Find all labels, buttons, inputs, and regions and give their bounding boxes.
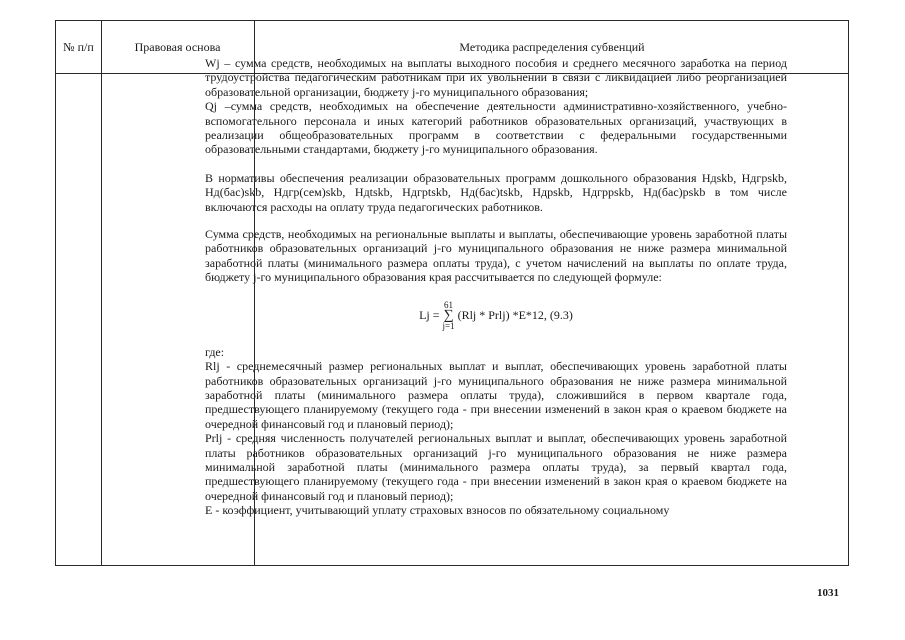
paragraph-e: E - коэффициент, учитывающий уплату страховых взносов по обязательному социальному xyxy=(205,503,670,518)
paragraph-wj: Wj – сумма средств, необходимых на выплаты выходного пособия и среднего месячного заработка на период трудоустройства педагогическим работникам при их увольнении в связи с ликвидацией либо реорганизацией образовательной организации, бюджету j-го муниципального образования; xyxy=(205,56,787,99)
header-methodology: Методика распределения субвенций xyxy=(459,39,645,54)
sigma-symbol: ∑ xyxy=(443,307,454,323)
paragraph-qj: Qj –сумма средств, необходимых на обеспечение деятельности административно-хозяйственного, учебно-вспомогательного персонала и иных категорий работников образовательных организаций, участвующих в реализации общеобразовательных программ в соответствии с федеральными государственными образовательными стандартами, бюджету j-го муниципального образования. xyxy=(205,99,787,157)
methodology-text xyxy=(205,56,787,518)
paragraph-norms: В нормативы обеспечения реализации образовательных программ дошкольного образования Ндskb, Ндгрskb, Нд(бас)skb, Ндгр(сем)skb, Ндtskb, Ндгрtskb, Нд(бас)tskb, Ндpskb, Ндгрpskb, Нд(бас)pskb в том числе включаются расходы на оплату труда педагогических работников. xyxy=(205,170,787,214)
sum-operator xyxy=(443,301,455,331)
sum-lower-limit: j=1 xyxy=(442,320,455,331)
paragraph-prlj: Prlj - средняя численность получателей региональных выплат и выплат, обеспечивающих уровень заработной платы работников образовательных организаций j-го муниципального образования не ниже размера минимальной заработной платы (минимального размера оплаты труда), за первый квартал года, предшествующего планируемому (текущего года - при внесении изменений в закон края о краевом бюджете на очередной финансовый год и плановый период); xyxy=(205,431,787,503)
sum-upper-limit: 61 xyxy=(444,299,454,310)
header-number: № п/п xyxy=(63,39,94,54)
header-legal-basis: Правовая основа xyxy=(134,39,221,54)
formula-lhs: Lj = xyxy=(419,308,440,323)
paragraph-sum-description: Сумма средств, необходимых на региональные выплаты и выплаты, обеспечивающие уровень заработной платы работников образовательных организаций j-го муниципального образования не ниже размера минимальной заработной платы (минимального размера оплаты труда), с учетом начислений на выплаты по оплате труда, бюджету j-го муниципального образования края рассчитывается по следующей формуле: xyxy=(205,227,787,285)
formula-9-3 xyxy=(205,301,787,331)
formula-rhs: (Rlj * Prlj) *E*12, (9.3) xyxy=(457,308,573,323)
where-label: где: xyxy=(205,344,225,359)
column-divider-1 xyxy=(101,21,102,565)
paragraph-rlj: Rlj - среднемесячный размер региональных выплат и выплат, обеспечивающих уровень заработной платы работников образовательных организаций j-го муниципального образования не ниже размера минимальной заработной платы (минимального размера оплаты труда), сложившийся в первом квартале года, предшествующего планируемому (текущего года - при внесении изменений в закон края о краевом бюджете на очередной финансовый год и плановый период); xyxy=(205,359,787,431)
page-number: 1031 xyxy=(817,587,839,599)
